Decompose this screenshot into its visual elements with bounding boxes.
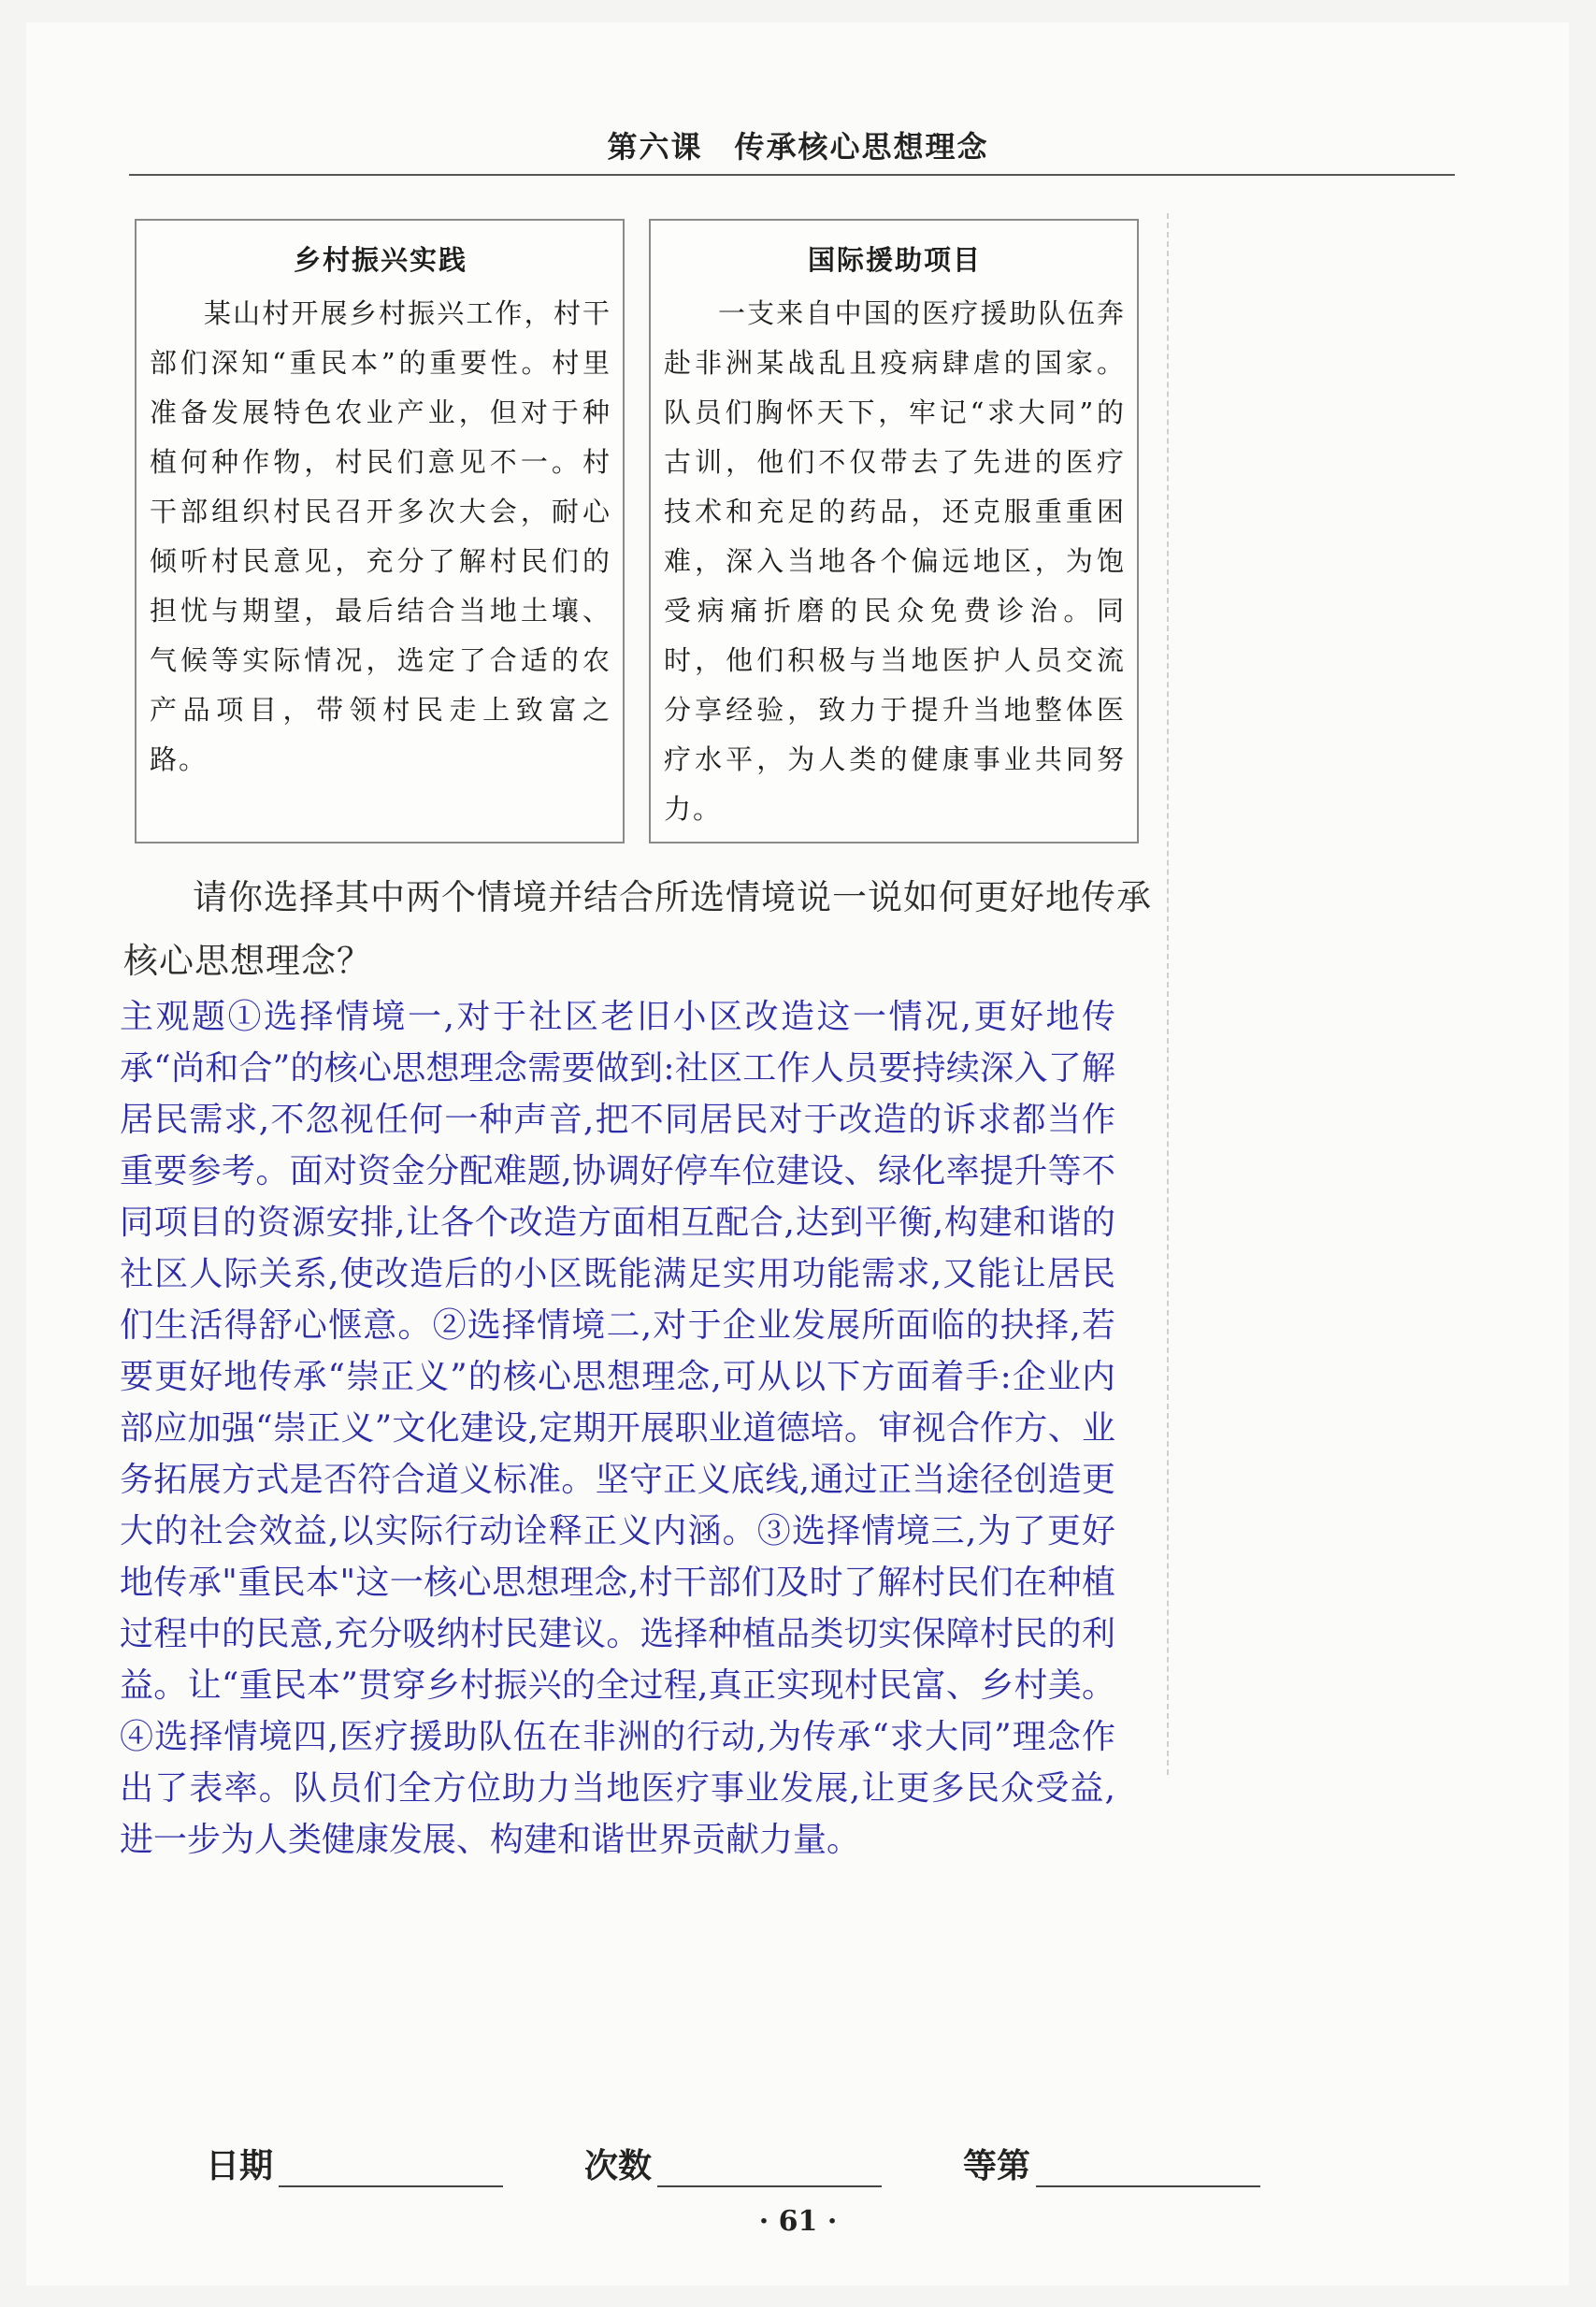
grade-label: 等第 — [963, 2147, 1031, 2185]
answer-text: 主观题①选择情境一,对于社区老旧小区改造这一情况,更好地传承“尚和合”的核心思想理念需要做到:社区工作人员要持续深入了解居民需求,不忽视任何一种声音,把不同居民对于改造的诉求都当作重要参考。面对资金分配难题,协调好停车位建设、绿化率提升等不同项目的资源安排,让各个改造方面相互配合,达到平衡,构建和谐的社区人际关系,使改造后的小区既能满足实用功能需求,又能让居民们生活得舒心惬意。②选择情境二,对于企业发展所面临的抉择,若要更好地传承“崇正义”的核心思想理念,可从以下方面着手:企业内部应加强“崇正义”文化建设,定期开展职业道德培。审视合作方、业务拓展方式是否符合道义标准。坚守正义底线,通过正当途径创造更大的社会效益,以实际行动诠释正义内涵。③选择情境三,为了更好地传承"重民本"这一核心思想理念,村干部们及时了解村民们在种植过程中的民意,充分吸纳村民建议。选择种植品类切实保障村民的利益。让“重民本”贯穿乡村振兴的全过程,真正实现村民富、乡村美。④选择情境四,医疗援助队伍在非洲的行动,为传承“求大同”理念作出了表率。队员们全方位助力当地医疗事业发展,让更多民众受益,进一步为人类健康发展、构建和谐世界贡献力量。 — [120, 998, 1115, 1859]
grade-field[interactable] — [963, 2140, 1260, 2187]
count-blank[interactable] — [657, 2150, 882, 2187]
lesson-title: 第六课 传承核心思想理念 — [607, 129, 989, 165]
grade-blank[interactable] — [1036, 2150, 1260, 2187]
header-divider — [129, 174, 1455, 176]
count-field[interactable] — [584, 2140, 882, 2187]
date-label: 日期 — [206, 2147, 274, 2185]
count-label: 次数 — [584, 2147, 653, 2185]
page-number: · 61 · — [758, 2205, 838, 2238]
scenario-box-rural-revitalization — [135, 219, 625, 843]
scenario-text: 一支来自中国的医疗援助队伍奔赴非洲某战乱且疫病肆虐的国家。队员们胸怀天下，牢记“求大同”的古训，他们不仅带去了先进的医疗技术和充足的药品，还克服重重困难，深入当地各个偏远地区，为饱受病痛折磨的民众免费诊治。同时，他们积极与当地医护人员交流分享经验，致力于提升当地整体医疗水平，为人类的健康事业共同努力。 — [664, 297, 1126, 825]
scenario-text: 某山村开展乡村振兴工作，村干部们深知“重民本”的重要性。村里准备发展特色农业产业，但对于种植何种作物，村民们意见不一。村干部组织村民召开多次大会，耐心倾听村民意见，充分了解村民们的担忧与期望，最后结合当地土壤、气候等实际情况，选定了合适的农产品项目，带领村民走上致富之路。 — [150, 297, 611, 775]
date-blank[interactable] — [279, 2150, 503, 2187]
margin-dashed-line — [1167, 213, 1169, 1775]
scenario-box-international-aid — [649, 219, 1139, 843]
scenario-title: 国际援助项目 — [807, 244, 982, 276]
date-field[interactable] — [206, 2140, 503, 2187]
scenario-title: 乡村振兴实践 — [293, 244, 467, 276]
question-prompt: 请你选择其中两个情境并结合所选情境说一说如何更好地传承核心思想理念？ — [123, 877, 1152, 981]
